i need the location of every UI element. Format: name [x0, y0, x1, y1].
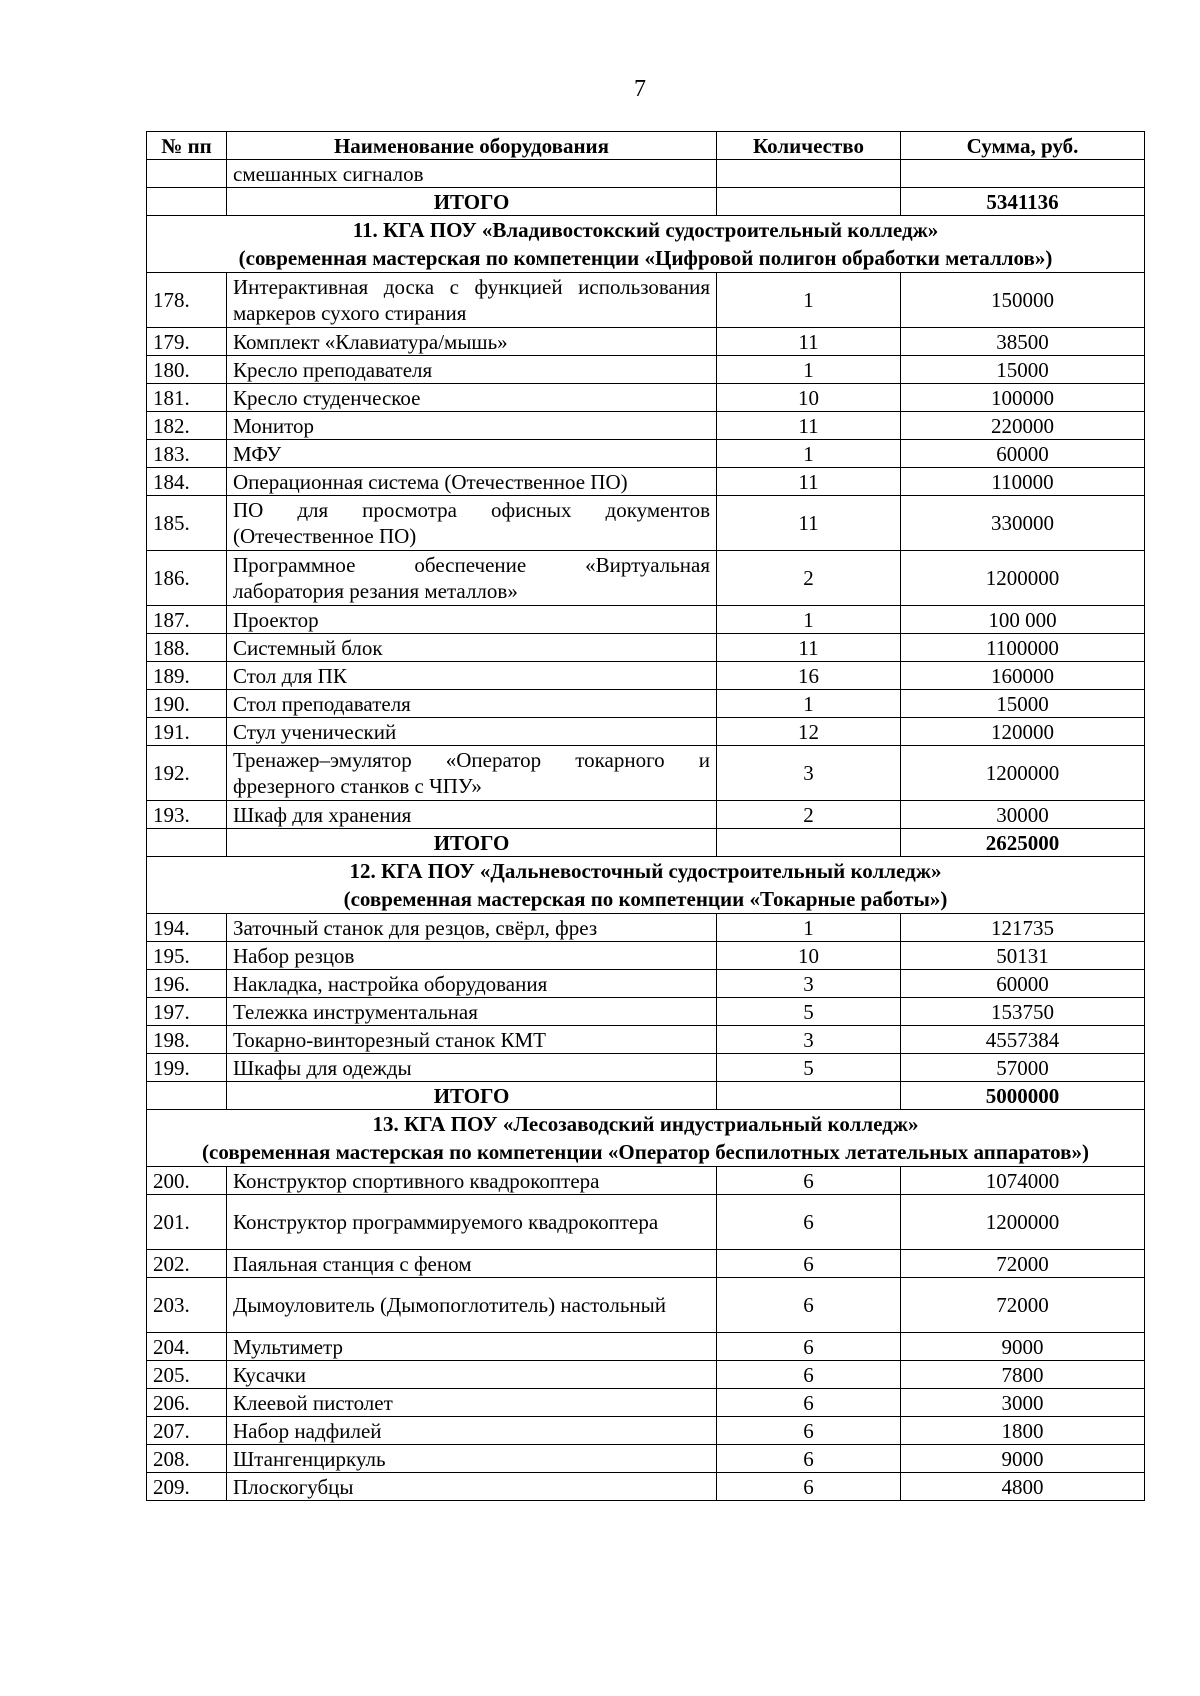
row-qty: 3	[717, 970, 901, 998]
header-name: Наименование оборудования	[227, 132, 717, 160]
total-value: 2625000	[901, 829, 1145, 857]
row-qty: 11	[717, 634, 901, 662]
row-name: Тележка инструментальная	[227, 998, 717, 1026]
table-row	[147, 606, 1145, 634]
table-row	[147, 1195, 1145, 1250]
row-qty: 6	[717, 1333, 901, 1361]
row-num: 199.	[147, 1054, 227, 1082]
row-sum: 50131	[901, 942, 1145, 970]
table-row	[147, 1054, 1145, 1082]
row-sum: 120000	[901, 718, 1145, 746]
row-num: 205.	[147, 1361, 227, 1389]
row-sum: 60000	[901, 970, 1145, 998]
row-name: Набор надфилей	[227, 1417, 717, 1445]
row-sum: 15000	[901, 356, 1145, 384]
row-name: Набор резцов	[227, 942, 717, 970]
row-sum: 38500	[901, 328, 1145, 356]
table-row	[147, 662, 1145, 690]
row-num: 180.	[147, 356, 227, 384]
table-row	[147, 412, 1145, 440]
row-num: 207.	[147, 1417, 227, 1445]
total-empty	[717, 1082, 901, 1110]
row-qty: 6	[717, 1473, 901, 1501]
row-name: Шкафы для одежды	[227, 1054, 717, 1082]
table-row	[147, 1278, 1145, 1333]
row-name: Операционная система (Отечественное ПО)	[227, 468, 717, 496]
row-num: 204.	[147, 1333, 227, 1361]
row-qty: 6	[717, 1445, 901, 1473]
row-name: Шкаф для хранения	[227, 801, 717, 829]
table-row	[147, 970, 1145, 998]
row-name: Штангенциркуль	[227, 1445, 717, 1473]
total-row	[147, 829, 1145, 857]
table-row	[147, 468, 1145, 496]
row-qty: 6	[717, 1389, 901, 1417]
total-value: 5000000	[901, 1082, 1145, 1110]
row-num: 188.	[147, 634, 227, 662]
total-empty	[147, 829, 227, 857]
row-name: Плоскогубцы	[227, 1473, 717, 1501]
total-empty	[147, 188, 227, 216]
row-sum: 1800	[901, 1417, 1145, 1445]
table-row	[147, 942, 1145, 970]
row-name: Комплект «Клавиатура/мышь»	[227, 328, 717, 356]
table-row	[147, 551, 1145, 606]
row-sum: 72000	[901, 1250, 1145, 1278]
row-qty: 1	[717, 914, 901, 942]
row-num: 191.	[147, 718, 227, 746]
table-row	[147, 1417, 1145, 1445]
row-sum: 110000	[901, 468, 1145, 496]
row-num: 203.	[147, 1278, 227, 1333]
section-header-row	[147, 857, 1145, 914]
total-label: ИТОГО	[227, 1082, 717, 1110]
row-name: Заточный станок для резцов, свёрл, фрез	[227, 914, 717, 942]
table-row	[147, 746, 1145, 801]
row-num: 183.	[147, 440, 227, 468]
row-name: Тренажер–эмулятор «Оператор токарного и фрезерного станков с ЧПУ»	[227, 746, 717, 801]
total-empty	[147, 1082, 227, 1110]
row-qty: 11	[717, 468, 901, 496]
row-qty: 3	[717, 746, 901, 801]
row-qty: 6	[717, 1278, 901, 1333]
row-sum: 100 000	[901, 606, 1145, 634]
row-qty: 5	[717, 998, 901, 1026]
row-num: 195.	[147, 942, 227, 970]
row-name: Кусачки	[227, 1361, 717, 1389]
row-num: 206.	[147, 1389, 227, 1417]
section-header-row	[147, 1110, 1145, 1167]
row-sum: 60000	[901, 440, 1145, 468]
row-num: 202.	[147, 1250, 227, 1278]
table-row	[147, 1445, 1145, 1473]
row-sum: 121735	[901, 914, 1145, 942]
row-num: 209.	[147, 1473, 227, 1501]
table-row	[147, 356, 1145, 384]
total-value: 5341136	[901, 188, 1145, 216]
row-qty: 6	[717, 1195, 901, 1250]
row-qty: 10	[717, 942, 901, 970]
table-header-row	[147, 132, 1145, 160]
table-row	[147, 690, 1145, 718]
row-num: 193.	[147, 801, 227, 829]
row-sum: 9000	[901, 1445, 1145, 1473]
total-empty	[717, 829, 901, 857]
row-qty: 1	[717, 273, 901, 328]
row-qty: 10	[717, 384, 901, 412]
row-num: 194.	[147, 914, 227, 942]
row-qty: 11	[717, 412, 901, 440]
row-name: Токарно-винторезный станок КМТ	[227, 1026, 717, 1054]
continuation-num	[147, 160, 227, 188]
table-row	[147, 1167, 1145, 1195]
table-row	[147, 801, 1145, 829]
row-sum: 3000	[901, 1389, 1145, 1417]
continuation-row	[147, 160, 1145, 188]
row-name: Конструктор программируемого квадрокоптера	[227, 1195, 717, 1250]
row-qty: 2	[717, 551, 901, 606]
row-qty: 5	[717, 1054, 901, 1082]
row-num: 197.	[147, 998, 227, 1026]
section-subtitle: (современная мастерская по компетенции «Токарные работы»)	[343, 887, 948, 911]
table-row	[147, 718, 1145, 746]
section-subtitle: (современная мастерская по компетенции «Оператор беспилотных летательных аппаратов»)	[202, 1140, 1089, 1164]
row-qty: 2	[717, 801, 901, 829]
row-num: 189.	[147, 662, 227, 690]
row-name: МФУ	[227, 440, 717, 468]
row-num: 201.	[147, 1195, 227, 1250]
row-qty: 6	[717, 1361, 901, 1389]
row-sum: 1200000	[901, 1195, 1145, 1250]
row-num: 186.	[147, 551, 227, 606]
table-row	[147, 1250, 1145, 1278]
row-name: Дымоуловитель (Дымопоглотитель) настольный	[227, 1278, 717, 1333]
row-name: Клеевой пистолет	[227, 1389, 717, 1417]
row-sum: 72000	[901, 1278, 1145, 1333]
table-row	[147, 998, 1145, 1026]
row-qty: 6	[717, 1167, 901, 1195]
row-qty: 16	[717, 662, 901, 690]
row-num: 190.	[147, 690, 227, 718]
table-row	[147, 440, 1145, 468]
row-name: Кресло студенческое	[227, 384, 717, 412]
row-qty: 1	[717, 440, 901, 468]
row-sum: 15000	[901, 690, 1145, 718]
row-name: Монитор	[227, 412, 717, 440]
section-title: 13. КГА ПОУ «Лесозаводский индустриальный колледж»	[372, 1112, 919, 1136]
row-num: 182.	[147, 412, 227, 440]
row-sum: 57000	[901, 1054, 1145, 1082]
row-num: 187.	[147, 606, 227, 634]
row-name: Интерактивная доска с функцией использования маркеров сухого стирания	[227, 273, 717, 328]
row-name: Стул ученический	[227, 718, 717, 746]
table-row	[147, 328, 1145, 356]
section-header-cell	[147, 216, 1145, 273]
row-sum: 1200000	[901, 551, 1145, 606]
table-row	[147, 1026, 1145, 1054]
total-row	[147, 1082, 1145, 1110]
row-num: 178.	[147, 273, 227, 328]
table-row	[147, 1389, 1145, 1417]
row-name: Паяльная станция с феном	[227, 1250, 717, 1278]
section-subtitle: (современная мастерская по компетенции «Цифровой полигон обработки металлов»)	[238, 246, 1053, 270]
row-num: 185.	[147, 496, 227, 551]
section-header-cell	[147, 857, 1145, 914]
row-qty: 1	[717, 690, 901, 718]
row-qty: 3	[717, 1026, 901, 1054]
row-name: Мультиметр	[227, 1333, 717, 1361]
table-row	[147, 273, 1145, 328]
section-title: 12. КГА ПОУ «Дальневосточный судостроительный колледж»	[349, 859, 942, 883]
row-qty: 11	[717, 328, 901, 356]
row-name: Программное обеспечение «Виртуальная лаборатория резания металлов»	[227, 551, 717, 606]
table-row	[147, 496, 1145, 551]
header-num: № пп	[147, 132, 227, 160]
row-qty: 12	[717, 718, 901, 746]
row-num: 181.	[147, 384, 227, 412]
table-row	[147, 1473, 1145, 1501]
row-name: Стол преподавателя	[227, 690, 717, 718]
row-sum: 220000	[901, 412, 1145, 440]
row-qty: 6	[717, 1250, 901, 1278]
total-label: ИТОГО	[227, 829, 717, 857]
section-header-row	[147, 216, 1145, 273]
row-num: 196.	[147, 970, 227, 998]
row-sum: 30000	[901, 801, 1145, 829]
continuation-qty	[717, 160, 901, 188]
equipment-table	[146, 131, 1145, 1501]
row-sum: 4557384	[901, 1026, 1145, 1054]
section-title: 11. КГА ПОУ «Владивостокский судостроительный колледж»	[352, 218, 939, 242]
table-row	[147, 384, 1145, 412]
equipment-table-body	[147, 132, 1145, 1501]
continuation-name: смешанных сигналов	[227, 160, 717, 188]
table-row	[147, 1333, 1145, 1361]
row-qty: 11	[717, 496, 901, 551]
row-name: Стол для ПК	[227, 662, 717, 690]
row-sum: 1200000	[901, 746, 1145, 801]
table-row	[147, 914, 1145, 942]
row-name: Проектор	[227, 606, 717, 634]
row-qty: 6	[717, 1417, 901, 1445]
section-header-cell	[147, 1110, 1145, 1167]
row-qty: 1	[717, 606, 901, 634]
table-row	[147, 634, 1145, 662]
row-sum: 9000	[901, 1333, 1145, 1361]
row-sum: 160000	[901, 662, 1145, 690]
continuation-sum	[901, 160, 1145, 188]
row-name: ПО для просмотра офисных документов (Отечественное ПО)	[227, 496, 717, 551]
row-num: 200.	[147, 1167, 227, 1195]
row-name: Конструктор спортивного квадрокоптера	[227, 1167, 717, 1195]
row-num: 184.	[147, 468, 227, 496]
page-number: 7	[634, 76, 646, 102]
total-row-prev	[147, 188, 1145, 216]
row-sum: 1074000	[901, 1167, 1145, 1195]
row-sum: 4800	[901, 1473, 1145, 1501]
row-sum: 7800	[901, 1361, 1145, 1389]
row-num: 208.	[147, 1445, 227, 1473]
row-sum: 153750	[901, 998, 1145, 1026]
row-name: Системный блок	[227, 634, 717, 662]
row-sum: 330000	[901, 496, 1145, 551]
header-qty: Количество	[717, 132, 901, 160]
row-sum: 100000	[901, 384, 1145, 412]
row-sum: 1100000	[901, 634, 1145, 662]
row-num: 198.	[147, 1026, 227, 1054]
total-empty	[717, 188, 901, 216]
row-qty: 1	[717, 356, 901, 384]
row-num: 192.	[147, 746, 227, 801]
total-label: ИТОГО	[227, 188, 717, 216]
header-sum: Сумма, руб.	[901, 132, 1145, 160]
row-sum: 150000	[901, 273, 1145, 328]
row-name: Кресло преподавателя	[227, 356, 717, 384]
table-row	[147, 1361, 1145, 1389]
row-num: 179.	[147, 328, 227, 356]
row-name: Накладка, настройка оборудования	[227, 970, 717, 998]
